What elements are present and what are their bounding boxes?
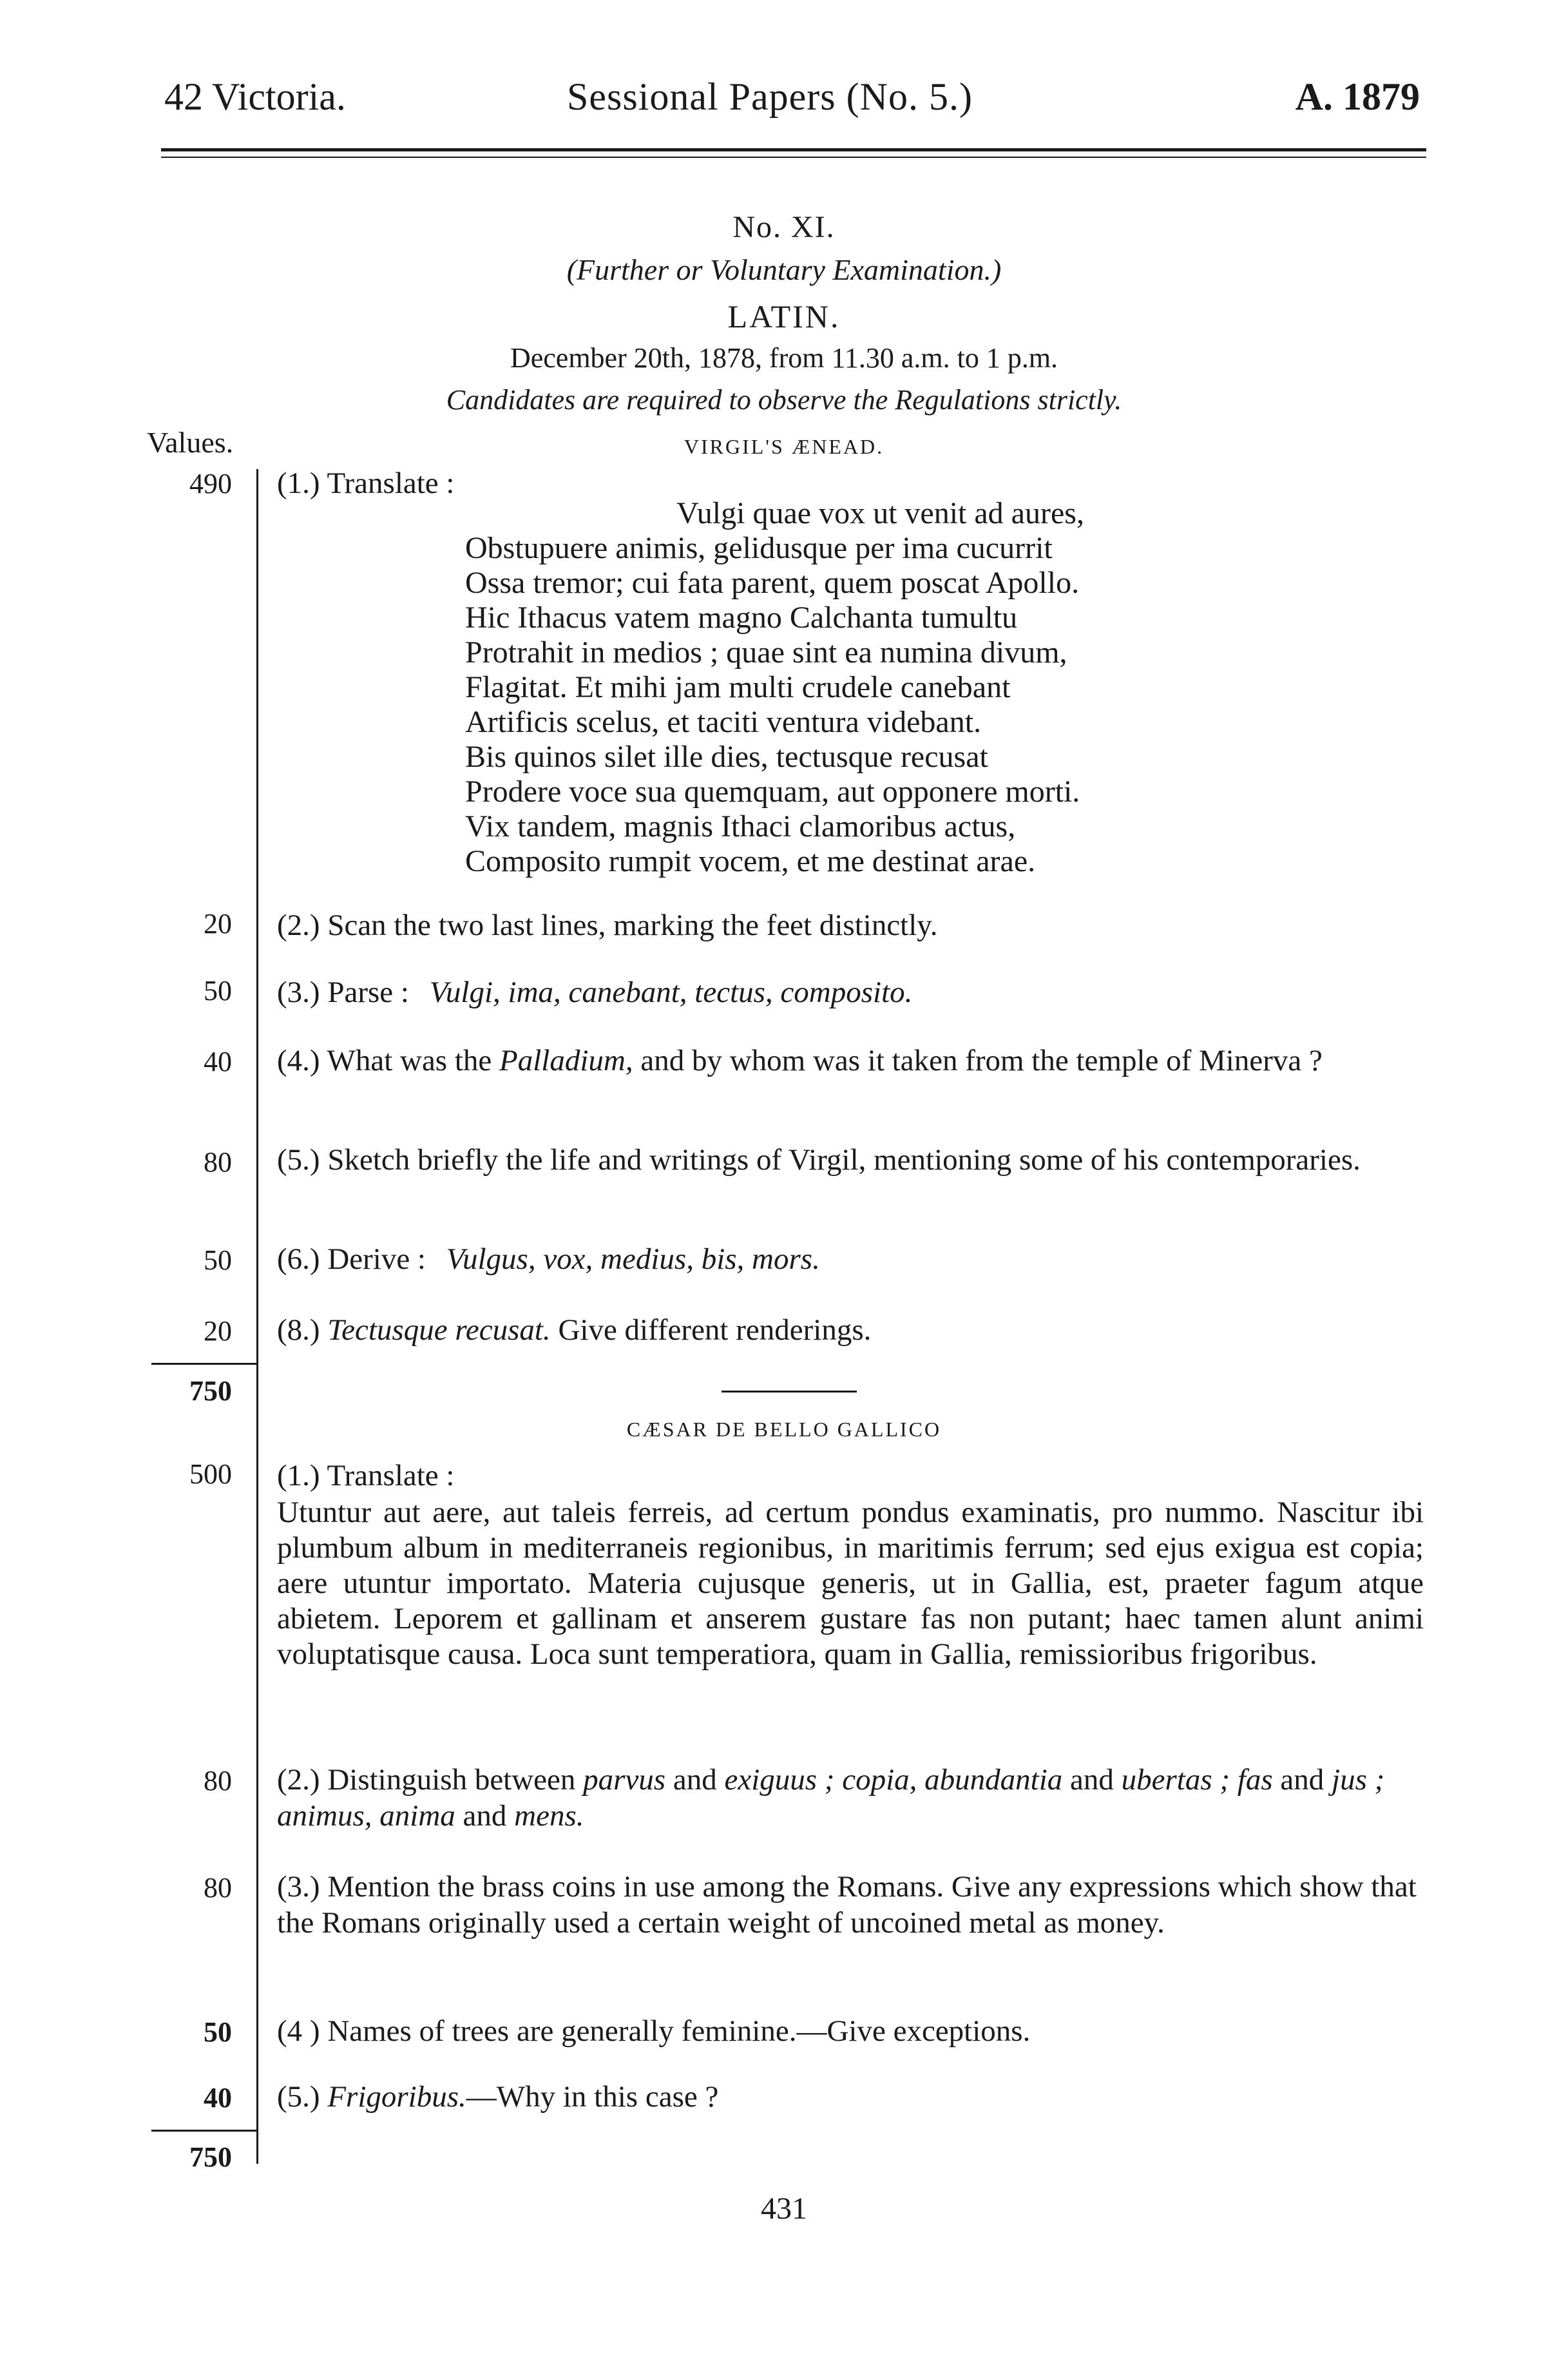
question-text: and by whom was it taken from the temple of Minerva ? [640,1044,1323,1077]
question-text: What was the [327,1044,492,1077]
caesar-q2 [277,1762,1417,1834]
caesar-total: 750 [189,2141,232,2173]
question-term: mens. [514,1799,584,1833]
value-caesar-q1: 500 [189,1458,232,1490]
passage-line: Ossa tremor; cui fata parent, quem poscat Apollo. [465,566,1080,600]
header-session: 42 Victoria. [164,75,346,118]
conjunction: and [1070,1763,1114,1797]
caesar-q1-label: (1.) Translate : [277,1459,455,1492]
value-virgil-q5: 80 [204,1146,232,1178]
question-number: (5.) [277,1143,320,1177]
question-label: Parse : [327,976,409,1009]
question-number: (3.) [277,976,320,1009]
value-virgil-q8: 20 [204,1315,232,1347]
value-caesar-q5: 40 [204,2082,232,2114]
header-rule-thin [161,157,1426,158]
question-text: Sketch briefly the life and writings of Virgil, mentioning some of his contemporaries. [327,1143,1361,1177]
value-virgil-q4: 40 [204,1046,232,1077]
values-heading: Values. [147,426,234,459]
virgil-q1-label: (1.) Translate : [277,467,455,500]
question-term: parvus [583,1763,666,1797]
question-text: Names of trees are generally feminine.—Give exceptions. [327,2014,1031,2048]
value-virgil-q2: 20 [204,908,232,940]
virgil-sum-rule [151,1363,258,1365]
question-term: Tectusque recusat. [327,1313,551,1347]
question-term: jus ; animus, anima [277,1763,1385,1833]
passage-line: Artificis scelus, et taciti ventura videbant. [465,705,982,739]
question-words: Vulgi, ima, canebant, tectus, composito. [429,976,913,1009]
question-term: Palladium, [499,1044,633,1077]
exam-regulations: Candidates are required to observe the Regulations strictly. [446,384,1122,416]
conjunction: and [463,1799,507,1833]
passage-line: Composito rumpit vocem, et me destinat arae. [465,844,1036,878]
virgil-q6 [277,1241,1417,1277]
question-number: (2.) [277,909,320,942]
passage-line: Vulgi quae vox ut venit ad aures, [676,496,1084,530]
header-year: A. 1879 [1295,75,1420,118]
question-words: Vulgus, vox, medius, bis, mors. [446,1242,820,1276]
caesar-heading: CÆSAR DE BELLO GALLICO [626,1418,942,1441]
question-text: Mention the brass coins in use among the Romans. Give any expressions which show that the Romans originally used a certain weight of uncoined metal as money. [277,1870,1417,1940]
exam-subject: LATIN. [727,298,841,334]
passage-line: Hic Ithacus vatem magno Calchanta tumultu [465,601,1018,635]
value-caesar-q4: 50 [204,2016,232,2048]
virgil-q2 [277,907,1417,943]
passage-line: Protrahit in medios ; quae sint ea numina divum, [465,635,1067,670]
question-number: (5.) [277,2080,320,2114]
question-term: ubertas ; fas [1121,1763,1273,1797]
passage-line: Prodere voce sua quemquam, aut opponere morti. [465,775,1080,809]
question-term: exiguus ; [724,1763,835,1797]
question-number: (2.) [277,1763,320,1797]
value-caesar-q2: 80 [204,1765,232,1797]
caesar-q4 [277,2013,1417,2049]
virgil-total: 750 [189,1375,232,1407]
question-term: Frigoribus. [327,2080,466,2114]
exam-date: December 20th, 1878, from 11.30 a.m. to 1 p.m. [510,342,1058,374]
values-column-rule [256,469,258,2164]
conjunction: and [1280,1763,1324,1797]
question-number: (6.) [277,1242,320,1276]
virgil-passage [465,496,1084,879]
passage-line: Flagitat. Et mihi jam multi crudele canebant [465,670,1011,704]
exam-subtitle: (Further or Voluntary Examination.) [566,253,1002,286]
caesar-q5 [277,2079,1417,2115]
value-virgil-q6: 50 [204,1244,232,1276]
virgil-q3 [277,974,1417,1010]
caesar-q3 [277,1869,1417,1941]
value-caesar-q3: 80 [204,1872,232,1903]
conjunction: and [673,1763,717,1797]
value-virgil-q1: 490 [189,468,232,499]
caesar-passage: Utuntur aut aere, aut taleis ferreis, ad certum pondus examinatis, pro nummo. Nascitur ibi plumbum album in mediterraneis regionibus, in maritimis ferrum; sed ejus exigua est copia; aere utuntur importato. Materia cujusque generis, ut in Gallia, est, praeter fagum atque abietem. Leporem et gallinam et anserem gustare fas non putant; haec tamen alunt animi voluptatisque causa. Loca sunt temperatiora, quam in Gallia, remissioribus frigoribus. [277,1496,1424,1671]
question-text: Distinguish between [327,1763,576,1797]
header-title: Sessional Papers (No. 5.) [567,75,973,118]
section-divider [722,1391,857,1393]
header-rule-thick [161,148,1426,151]
question-number: (4.) [277,1044,320,1077]
virgil-q5 [277,1142,1417,1178]
value-virgil-q3: 50 [204,975,232,1007]
question-number: (8.) [277,1313,320,1347]
passage-line: Bis quinos silet ille dies, tectusque recusat [465,740,988,774]
page-number: 431 [761,2192,807,2226]
passage-line: Obstupuere animis, gelidusque per ima cucurrit [465,531,1053,565]
question-term: copia, abundantia [842,1763,1063,1797]
question-number: (4 ) [277,2014,320,2048]
virgil-q4 [277,1043,1417,1079]
question-text: Give different renderings. [558,1313,872,1347]
passage-line: Vix tandem, magnis Ithaci clamoribus actus, [465,809,1016,843]
question-text: —Why in this case ? [466,2080,719,2114]
question-label: Derive : [327,1242,426,1276]
virgil-heading: VIRGIL'S ÆNEAD. [684,435,884,458]
question-number: (3.) [277,1870,320,1903]
caesar-sum-rule [151,2130,258,2132]
question-text: Scan the two last lines, marking the feet distinctly. [327,909,938,942]
exam-number: No. XI. [732,210,836,244]
virgil-q8 [277,1312,1417,1348]
